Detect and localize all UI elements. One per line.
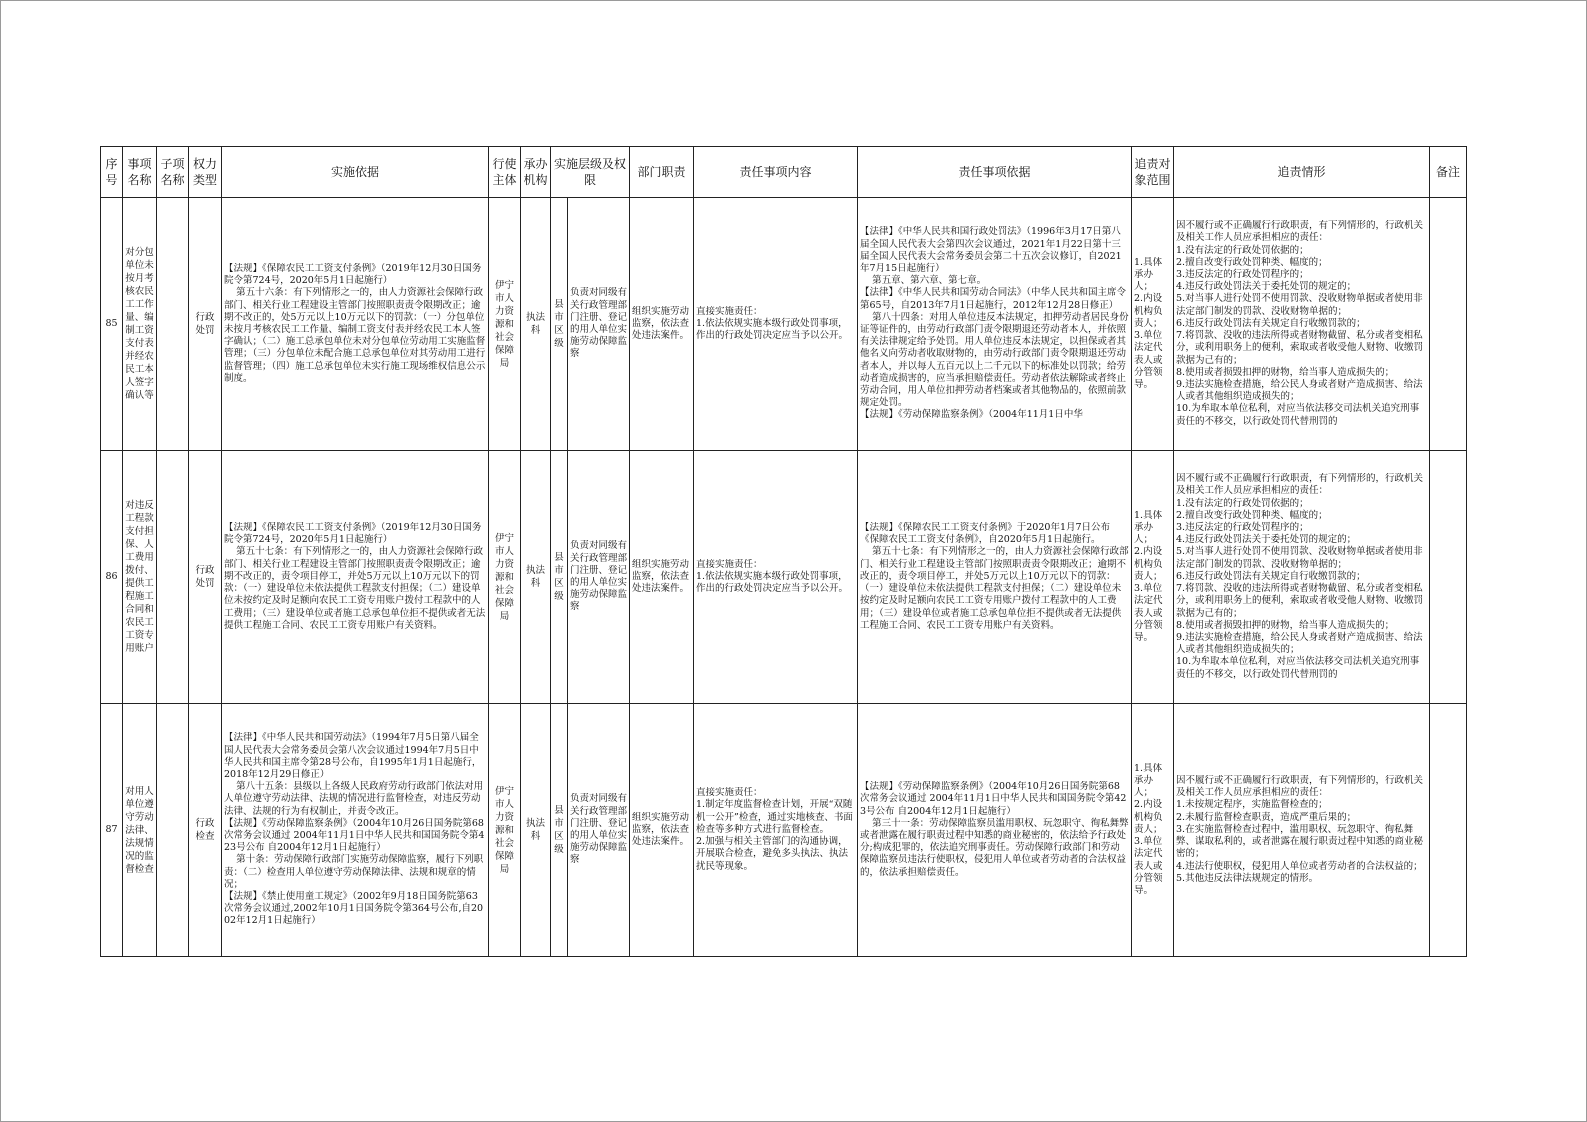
row-sub xyxy=(157,704,189,957)
header-name: 事项名称 xyxy=(123,147,157,198)
row-authority: 负责对同级有关行政管理部门注册、登记的用人单位实施劳动保障监察 xyxy=(570,540,628,613)
row-situation: 因不履行或不正确履行行政职责，有下列情形的，行政机关及相关工作人员应承担相应的责任： 1.没有法定的行政处罚依据的； 2.擅自改变行政处罚种类、幅度的； 3.违反法定的行政处罚程序的； 4.违反行政处罚法关于委托处罚的规定的； 5.对当事人进行处罚不使用罚款、没收财物单据或者使用非法定部门制发的罚款、没收财物单据的； 6.违反行政处罚法有关规定自行收缴罚款的； 7.将罚款、没收的违法所得或者财物截留、私分或者变相私分，或利用职务上的便利，索取或者收受他人财物、收缴罚款据为己有的； 8.使用或者损毁扣押的财物，给当事人造成损失的； 9.违法实施检查措施，给公民人身或者财产造成损害、给法人或者其他组织造成损失的； 10.为牟取本单位私利，对应当依法移交司法机关追究刑事责任的不移交，以行政处罚代替刑罚的 xyxy=(1176,220,1424,427)
row-no: 85 xyxy=(101,198,123,451)
row-name: 对分包单位未按月考核农民工工作量、编制工资支付表并经农民工本人签字确认等 xyxy=(125,247,154,401)
row-subject: 伊宁市人力资源和社会保障局 xyxy=(494,279,514,369)
row-agency: 执法科 xyxy=(525,312,545,336)
row-subject: 伊宁市人力资源和社会保障局 xyxy=(494,785,514,875)
row-no: 86 xyxy=(101,451,123,704)
header-level: 实施层级及权限 xyxy=(551,147,630,198)
row-no: 87 xyxy=(101,704,123,957)
row-situation: 因不履行或不正确履行行政职责，有下列情形的，行政机关及相关工作人员应承担相应的责任： 1.没有法定的行政处罚依据的； 2.擅自改变行政处罚种类、幅度的； 3.违反法定的行政处罚程序的； 4.违反行政处罚法关于委托处罚的规定的； 5.对当事人进行处罚不使用罚款、没收财物单据或者使用非法定部门制发的罚款、没收财物单据的； 6.违反行政处罚法有关规定自行收缴罚款的； 7.将罚款、没收的违法所得或者财物截留、私分或者变相私分，或利用职务上的便利，索取或者收受他人财物、收缴罚款据为己有的； 8.使用或者损毁扣押的财物，给当事人造成损失的； 9.违法实施检查措施，给公民人身或者财产造成损害、给法人或者其他组织造成损失的； 10.为牟取本单位私利，对应当依法移交司法机关追究刑事责任的不移交，以行政处罚代替刑罚的 xyxy=(1176,473,1424,680)
responsibility-table xyxy=(100,146,1467,957)
row-level: 县市区级 xyxy=(554,552,564,602)
row-basis: 【法规】《保障农民工工资支付条例》（2019年12月30日国务院令第724号，2020年5月1日起施行） 第五十六条：有下列情形之一的，由人力资源社会保障行政部门、相关行业工程建设主管部门按照职责责令限期改正；逾期不改正的，处5万元以上10万元以下的罚款：（一）分包单位未按月考核农民工工作量、编制工资支付表并经农民工本人签字确认；（二）施工总承包单位未对分包单位劳动用工实施监督管理；（三）分包单位未配合施工总承包单位对其劳动用工进行监督管理；（四）施工总承包单位未实行施工现场维权信息公示制度。 xyxy=(224,262,486,384)
header-situation: 追责情形 xyxy=(1174,147,1430,198)
row-scope: 1.具体承办人； 2.内设机构负责人； 3.单位法定代表人或分管领导。 xyxy=(1134,509,1163,643)
header-agency: 承办机构 xyxy=(521,147,551,198)
header-content: 责任事项内容 xyxy=(694,147,858,198)
header-scope: 追责对象范围 xyxy=(1132,147,1174,198)
row-agency: 执法科 xyxy=(525,818,545,842)
row-name: 对用人单位遵守劳动法律、法规情况的监督检查 xyxy=(125,785,154,875)
row-type: 行政处罚 xyxy=(195,565,215,589)
row-duty: 组织实施劳动监察，依法查处违法案件。 xyxy=(632,558,690,595)
row-scope: 1.具体承办人； 2.内设机构负责人； 3.单位法定代表人或分管领导。 xyxy=(1134,256,1163,390)
header-no: 序号 xyxy=(101,147,123,198)
row-duty: 组织实施劳动监察，依法查处违法案件。 xyxy=(632,305,690,342)
row-subject: 伊宁市人力资源和社会保障局 xyxy=(494,532,514,622)
header-resp-basis: 责任事项依据 xyxy=(858,147,1132,198)
row-content: 直接实施责任： 1.制定年度监督检查计划，开展“双随机一公开”检查，通过实地核查、书面检查等多种方式进行监督检查。 2.加强与相关主管部门的沟通协调，开展联合检查，避免多头执法、执法扰民等现象。 xyxy=(696,787,853,872)
row-content: 直接实施责任： 1.依法依规实施本级行政处罚事项，作出的行政处罚决定应当予以公开。 xyxy=(696,305,849,342)
header-row xyxy=(101,147,1467,198)
row-authority: 负责对同级有关行政管理部门注册、登记的用人单位实施劳动保障监察 xyxy=(570,287,628,360)
table-row xyxy=(101,704,1467,957)
row-level: 县市区级 xyxy=(554,299,564,349)
row-agency: 执法科 xyxy=(525,565,545,589)
header-duty: 部门职责 xyxy=(630,147,694,198)
row-sub xyxy=(157,451,189,704)
row-note xyxy=(1430,451,1467,704)
row-basis: 【法规】《保障农民工工资支付条例》（2019年12月30日国务院令第724号，2020年5月1日起施行） 第五十七条：有下列情形之一的，由人力资源社会保障行政部门、相关行业工程建设主管部门按照职责责令限期改正；逾期不改正的，责令项目停工，并处5万元以上10万元以下的罚款：（一）建设单位未依法提供工程款支付担保；（二）建设单位未按约定及时足额向农民工工资专用账户拨付工程款中的人工费用；（三）建设单位或者施工总承包单位拒不提供或者无法提供工程施工合同、农民工工资专用账户有关资料。 xyxy=(224,522,486,631)
header-type: 权力类型 xyxy=(189,147,222,198)
row-authority: 负责对同级有关行政管理部门注册、登记的用人单位实施劳动保障监察 xyxy=(570,793,628,866)
header-basis: 实施依据 xyxy=(222,147,489,198)
header-note: 备注 xyxy=(1430,147,1467,198)
row-basis: 【法律】《中华人民共和国劳动法》（1994年7月5日第八届全国人民代表大会常务委员会第八次会议通过1994年7月5日中华人民共和国主席令第28号公布，自1995年1月1日起施行，2018年12月29日修正） 第八十五条：县级以上各级人民政府劳动行政部门依法对用人单位遵守劳动法律、法规的情况进行监督检查，对违反劳动法律、法规的行为有权制止，并责令改正。 【法规】《劳动保障监察条例》（2004年10月26日国务院第68次常务会议通过 2004年11月1日中华人民共和国国务院令第423号公布 自2004年12月1日起施行） 第十条：劳动保障行政部门实施劳动保障监察，履行下列职责：（二）检查用人单位遵守劳动保障法律、法规和规章的情况； 【法规】《禁止使用童工规定》（2002年9月18日国务院第63次常务会议通过,2002年10月1日国务院令第364号公布,自2002年12月1日起施行） xyxy=(224,732,485,927)
row-content: 直接实施责任： 1.依法依规实施本级行政处罚事项，作出的行政处罚决定应当予以公开。 xyxy=(696,558,849,595)
row-type: 行政处罚 xyxy=(195,312,215,336)
row-resp-basis: 【法规】《保障农民工工资支付条例》于2020年1月7日公布《保障农民工工资支付条例》，自2020年5月1日起施行。 第五十七条：有下列情形之一的，由人力资源社会保障行政部门、相关行业工程建设主管部门按照职责责令限期改正；逾期不改正的，责令项目停工，并处5万元以上10万元以下的罚款：（一）建设单位未依法提供工程款支付担保；（二）建设单位未按约定及时足额向农民工工资专用账户拨付工程款中的人工费用；（三）建设单位或者施工总承包单位拒不提供或者无法提供工程施工合同、农民工工资专用账户有关资料。 xyxy=(860,522,1129,631)
row-duty: 组织实施劳动监察，依法查处违法案件。 xyxy=(632,811,690,848)
header-subject: 行使主体 xyxy=(489,147,521,198)
row-sub xyxy=(157,198,189,451)
header-sub: 子项名称 xyxy=(157,147,189,198)
row-level: 县市区级 xyxy=(554,805,564,855)
row-type: 行政检查 xyxy=(195,818,215,842)
row-scope: 1.具体承办人； 2.内设机构负责人； 3.单位法定代表人或分管领导。 xyxy=(1134,762,1163,896)
table-row xyxy=(101,451,1467,704)
row-resp-basis: 【法律】《中华人民共和国行政处罚法》（1996年3月17日第八届全国人民代表大会第四次会议通过，2021年1月22日第十三届全国人民代表大会常务委员会第二十五次会议修订，自2021年7月15日起施行） 第五章、第六章、第七章。 【法律】《中华人民共和国劳动合同法》（中华人民共和国主席令第65号，自2013年7月1日起施行，2012年12月28日修正） 第八十四条：对用人单位违反本法规定，扣押劳动者居民身份证等证件的，由劳动行政部门责令限期退还劳动者本人，并依照有关法律规定给予处罚。用人单位违反本法规定，以担保或者其他名义向劳动者收取财物的，由劳动行政部门责令限期退还劳动者本人，并以每人五百元以上二千元以下的标准处以罚款；给劳动者造成损害的，应当承担赔偿责任。劳动者依法解除或者终止劳动合同，用人单位扣押劳动者档案或者其他物品的，依照前款规定处罚。 【法规】《劳动保障监察条例》（2004年11月1日中华 xyxy=(860,226,1129,421)
row-note xyxy=(1430,198,1467,451)
row-note xyxy=(1430,704,1467,957)
row-resp-basis: 【法规】《劳动保障监察条例》（2004年10月26日国务院第68次常务会议通过 2004年11月1日中华人民共和国国务院令第423号公布 自2004年12月1日起施行） 第三十一条：劳动保障监察员滥用职权、玩忽职守、徇私舞弊或者泄露在履行职责过程中知悉的商业秘密的，依法给予行政处分;构成犯罪的，依法追究刑事责任。劳动保障行政部门和劳动保障监察员违法行使职权，侵犯用人单位或者劳动者的合法权益的，依法承担赔偿责任。 xyxy=(860,781,1129,878)
row-situation: 因不履行或不正确履行行政职责，有下列情形的，行政机关及相关工作人员应承担相应的责任： 1.未按规定程序，实施监督检查的； 2.未履行监督检查职责，造成严重后果的； 3.在实施监督检查过程中，滥用职权、玩忽职守、徇私舞弊、谋取私利的，或者泄露在履行职责过程中知悉的商业秘密的； 4.违法行使职权，侵犯用人单位或者劳动者的合法权益的； 5.其他违反法律法规规定的情形。 xyxy=(1176,775,1424,884)
row-name: 对违反工程款支付担保、人工费用拨付、提供工程施工合同和农民工工资专用账户 xyxy=(125,500,154,654)
table-row xyxy=(101,198,1467,451)
